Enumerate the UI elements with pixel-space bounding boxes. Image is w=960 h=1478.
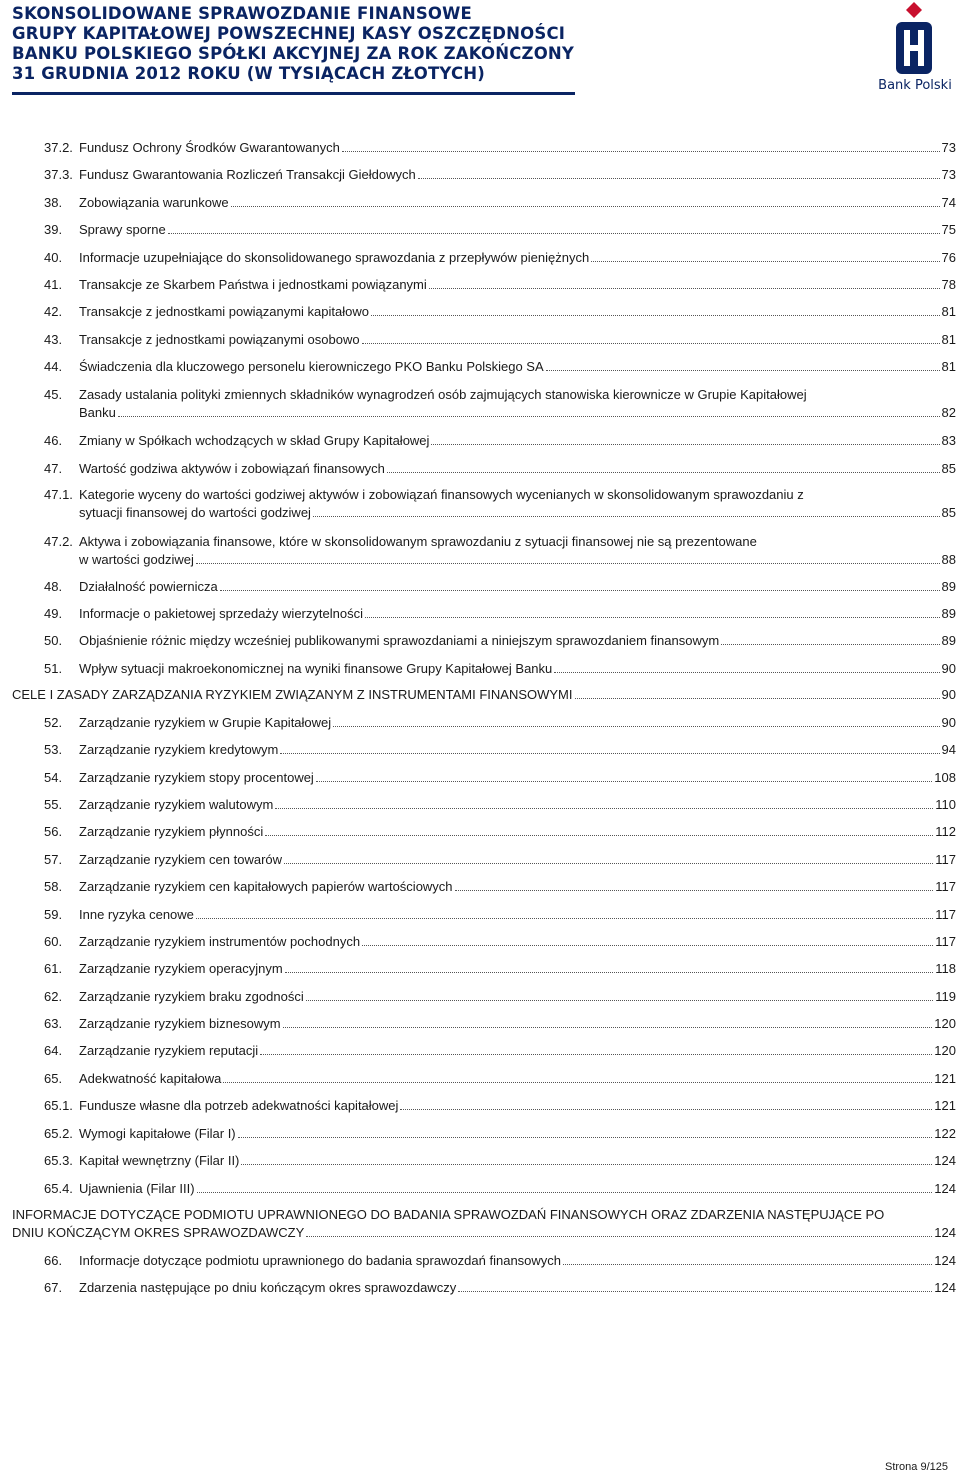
toc-dot-leader bbox=[285, 961, 934, 973]
toc-entry-number: 49. bbox=[44, 606, 63, 621]
toc-entry-title: Transakcje z jednostkami powiązanymi kapitałowo bbox=[79, 304, 369, 319]
toc-entry-number: 42. bbox=[44, 304, 63, 319]
toc-dot-leader bbox=[306, 989, 934, 1001]
toc-page-number: 120 bbox=[934, 1016, 956, 1031]
toc-page-number: 83 bbox=[941, 433, 956, 448]
toc-page-number: 124 bbox=[934, 1181, 956, 1196]
toc-dot-leader bbox=[458, 1280, 932, 1292]
toc-page-number: 76 bbox=[941, 250, 956, 265]
toc-dot-leader bbox=[118, 405, 940, 417]
toc-dot-leader bbox=[306, 1225, 932, 1237]
toc-entry-title: Informacje dotyczące podmiotu uprawnionego do badania sprawozdań finansowych bbox=[79, 1253, 562, 1268]
toc-dot-leader bbox=[275, 797, 933, 809]
toc-entry-title: Sprawy sporne bbox=[79, 222, 166, 237]
header-divider bbox=[12, 92, 575, 95]
toc-page-number: 110 bbox=[935, 797, 956, 812]
toc-entry-number: 39. bbox=[44, 222, 63, 237]
toc-entry-number: 65.3. bbox=[44, 1153, 73, 1168]
toc-page-number: 75 bbox=[941, 222, 956, 237]
toc-entry-number: 43. bbox=[44, 332, 63, 347]
toc-dot-leader bbox=[223, 1071, 932, 1083]
toc-entry-number: 44. bbox=[44, 359, 63, 374]
toc-page-number: 90 bbox=[941, 661, 956, 676]
toc-entry-number: 46. bbox=[44, 433, 63, 448]
toc-dot-leader bbox=[575, 687, 940, 699]
toc-dot-leader bbox=[365, 606, 940, 618]
toc-entry-title: Zarządzanie ryzykiem operacyjnym bbox=[79, 961, 283, 976]
toc-entry-title: Zobowiązania warunkowe bbox=[79, 195, 229, 210]
toc-page-number: 124 bbox=[934, 1253, 956, 1268]
toc-entry-title: Inne ryzyka cenowe bbox=[79, 907, 194, 922]
toc-entry-title: Zarządzanie ryzykiem biznesowym bbox=[79, 1016, 281, 1031]
toc-page-number: 112 bbox=[935, 824, 956, 839]
toc-page-number: 90 bbox=[941, 715, 956, 730]
toc-dot-leader bbox=[168, 222, 940, 234]
toc-entry-title: Wymogi kapitałowe (Filar I) bbox=[79, 1126, 236, 1141]
toc-dot-leader bbox=[284, 852, 933, 864]
toc-page-number: 78 bbox=[941, 277, 956, 292]
toc-page-number: 90 bbox=[941, 687, 956, 702]
toc-entry-title: Wpływ sytuacji makroekonomicznej na wyniki finansowe Grupy Kapitałowej Banku bbox=[79, 661, 553, 676]
toc-page-number: 81 bbox=[941, 332, 956, 347]
toc-entry-title: Kategorie wyceny do wartości godziwej aktywów i zobowiązań finansowych wycenianych w skonsolidowanym sprawozdaniu z bbox=[79, 487, 804, 502]
bank-name-logo-text: Bank Polski bbox=[878, 78, 952, 93]
toc-entry-title: Zarządzanie ryzykiem cen kapitałowych papierów wartościowych bbox=[79, 879, 453, 894]
toc-entry-number: 65.1. bbox=[44, 1098, 73, 1113]
toc-entry-number: 50. bbox=[44, 633, 63, 648]
toc-entry-title: Zarządzanie ryzykiem cen towarów bbox=[79, 852, 283, 867]
toc-entry-title: Zarządzanie ryzykiem reputacji bbox=[79, 1043, 259, 1058]
toc-entry-title: Zarządzanie ryzykiem kredytowym bbox=[79, 742, 279, 757]
toc-page-number: 122 bbox=[934, 1126, 956, 1141]
toc-entry-title: DNIU KOŃCZĄCYM OKRES SPRAWOZDAWCZY bbox=[12, 1225, 305, 1240]
toc-entry-number: 41. bbox=[44, 277, 63, 292]
toc-dot-leader bbox=[196, 552, 940, 564]
toc-dot-leader bbox=[429, 277, 940, 289]
toc-entry-number: 67. bbox=[44, 1280, 63, 1295]
toc-dot-leader bbox=[265, 824, 933, 836]
toc-page-number: 117 bbox=[935, 852, 956, 867]
toc-entry-number: 48. bbox=[44, 579, 63, 594]
toc-entry-number: 60. bbox=[44, 934, 63, 949]
toc-entry-number: 47.1. bbox=[44, 487, 73, 502]
toc-entry-title: Świadczenia dla kluczowego personelu kierowniczego PKO Banku Polskiego SA bbox=[79, 359, 544, 374]
toc-entry-number: 65. bbox=[44, 1071, 63, 1086]
toc-entry-title: INFORMACJE DOTYCZĄCE PODMIOTU UPRAWNIONEGO DO BADANIA SPRAWOZDAŃ FINANSOWYCH ORAZ ZDARZENIA NASTĘPUJĄCE PO bbox=[12, 1207, 885, 1222]
toc-entry-title: Banku bbox=[79, 405, 116, 420]
toc-page-number: 117 bbox=[935, 934, 956, 949]
toc-entry-number: 62. bbox=[44, 989, 63, 1004]
toc-dot-leader bbox=[400, 1098, 932, 1110]
toc-page-number: 121 bbox=[934, 1071, 956, 1086]
toc-entry-title: w wartości godziwej bbox=[79, 552, 194, 567]
toc-page-number: 89 bbox=[941, 633, 956, 648]
toc-entry-title: Ujawnienia (Filar III) bbox=[79, 1181, 195, 1196]
toc-entry-title: CELE I ZASADY ZARZĄDZANIA RYZYKIEM ZWIĄZANYM Z INSTRUMENTAMI FINANSOWYMI bbox=[12, 687, 573, 702]
toc-entry-title: Aktywa i zobowiązania finansowe, które w skonsolidowanym sprawozdaniu z sytuacji finansowej nie są prezentowane bbox=[79, 534, 757, 549]
toc-page-number: 89 bbox=[941, 579, 956, 594]
toc-entry-number: 64. bbox=[44, 1043, 63, 1058]
toc-dot-leader bbox=[280, 742, 939, 754]
toc-entry-title: Działalność powiernicza bbox=[79, 579, 218, 594]
toc-dot-leader bbox=[362, 332, 940, 344]
toc-dot-leader bbox=[362, 934, 933, 946]
page-header bbox=[0, 0, 960, 110]
toc-dot-leader bbox=[591, 250, 939, 262]
toc-page-number: 85 bbox=[941, 505, 956, 520]
toc-entry-number: 56. bbox=[44, 824, 63, 839]
toc-dot-leader bbox=[721, 633, 939, 645]
toc-dot-leader bbox=[197, 1181, 933, 1193]
toc-dot-leader bbox=[431, 433, 939, 445]
toc-entry-title: Zarządzanie ryzykiem instrumentów pochodnych bbox=[79, 934, 361, 949]
toc-entry-number: 63. bbox=[44, 1016, 63, 1031]
toc-entry-title: Kapitał wewnętrzny (Filar II) bbox=[79, 1153, 240, 1168]
toc-dot-leader bbox=[546, 359, 940, 371]
toc-entry-number: 37.2. bbox=[44, 140, 73, 155]
toc-page-number: 88 bbox=[941, 552, 956, 567]
toc-dot-leader bbox=[231, 195, 940, 207]
toc-page-number: 82 bbox=[941, 405, 956, 420]
toc-page-number: 81 bbox=[941, 304, 956, 319]
toc-dot-leader bbox=[554, 661, 939, 673]
page-number: Strona 9/125 bbox=[885, 1461, 948, 1473]
toc-page-number: 81 bbox=[941, 359, 956, 374]
toc-dot-leader bbox=[260, 1043, 932, 1055]
toc-page-number: 74 bbox=[941, 195, 956, 210]
toc-page-number: 73 bbox=[941, 140, 956, 155]
toc-entry-number: 65.2. bbox=[44, 1126, 73, 1141]
toc-page-number: 124 bbox=[934, 1225, 956, 1240]
toc-dot-leader bbox=[316, 770, 932, 782]
toc-entry-number: 52. bbox=[44, 715, 63, 730]
toc-page-number: 124 bbox=[934, 1280, 956, 1295]
toc-entry-number: 59. bbox=[44, 907, 63, 922]
toc-entry-title: Zarządzanie ryzykiem płynności bbox=[79, 824, 264, 839]
toc-entry-number: 53. bbox=[44, 742, 63, 757]
toc-page-number: 119 bbox=[935, 989, 956, 1004]
toc-page-number: 117 bbox=[935, 879, 956, 894]
toc-entry-number: 54. bbox=[44, 770, 63, 785]
toc-entry-number: 57. bbox=[44, 852, 63, 867]
toc-entry-title: Fundusz Ochrony Środków Gwarantowanych bbox=[79, 140, 340, 155]
report-title-line: SKONSOLIDOWANE SPRAWOZDANIE FINANSOWE bbox=[12, 4, 473, 23]
toc-page-number: 85 bbox=[941, 461, 956, 476]
toc-entry-title: Zmiany w Spółkach wchodzących w skład Grupy Kapitałowej bbox=[79, 433, 430, 448]
report-title bbox=[12, 4, 592, 84]
toc-entry-number: 61. bbox=[44, 961, 63, 976]
toc-entry-title: Informacje o pakietowej sprzedaży wierzytelności bbox=[79, 606, 363, 621]
toc-entry-title: Zarządzanie ryzykiem w Grupie Kapitałowej bbox=[79, 715, 332, 730]
report-title-line: 31 GRUDNIA 2012 ROKU (W TYSIĄCACH ZŁOTYCH) bbox=[12, 64, 486, 83]
toc-entry-title: Transakcje z jednostkami powiązanymi osobowo bbox=[79, 332, 360, 347]
toc-page-number: 73 bbox=[941, 167, 956, 182]
toc-entry-title: Zasady ustalania polityki zmiennych składników wynagrodzeń osób zajmujących stanowiska kierownicze w Grupie Kapitałowej bbox=[79, 387, 807, 402]
toc-entry-number: 47.2. bbox=[44, 534, 73, 549]
toc-dot-leader bbox=[333, 715, 939, 727]
toc-page-number: 124 bbox=[934, 1153, 956, 1168]
toc-dot-leader bbox=[342, 140, 940, 152]
toc-entry-number: 55. bbox=[44, 797, 63, 812]
toc-entry-number: 51. bbox=[44, 661, 63, 676]
toc-entry-title: Zarządzanie ryzykiem walutowym bbox=[79, 797, 274, 812]
toc-entry-title: Adekwatność kapitałowa bbox=[79, 1071, 222, 1086]
toc-page-number: 121 bbox=[934, 1098, 956, 1113]
toc-page-number: 108 bbox=[934, 770, 956, 785]
toc-dot-leader bbox=[418, 167, 940, 179]
toc-entry-title: Fundusze własne dla potrzeb adekwatności kapitałowej bbox=[79, 1098, 399, 1113]
toc-entry-number: 40. bbox=[44, 250, 63, 265]
toc-dot-leader bbox=[371, 304, 940, 316]
toc-dot-leader bbox=[220, 579, 940, 591]
toc-entry-number: 47. bbox=[44, 461, 63, 476]
toc-dot-leader bbox=[313, 505, 940, 517]
toc-dot-leader bbox=[283, 1016, 933, 1028]
toc-entry-title: Zdarzenia następujące po dniu kończącym okres sprawozdawczy bbox=[79, 1280, 457, 1295]
toc-dot-leader bbox=[241, 1153, 932, 1165]
report-title-line: GRUPY KAPITAŁOWEJ POWSZECHNEJ KASY OSZCZĘDNOŚCI bbox=[12, 24, 566, 43]
toc-dot-leader bbox=[387, 461, 940, 473]
toc-page-number: 117 bbox=[935, 907, 956, 922]
toc-page-number: 89 bbox=[941, 606, 956, 621]
toc-dot-leader bbox=[455, 879, 934, 891]
report-title-line: BANKU POLSKIEGO SPÓŁKI AKCYJNEJ ZA ROK ZAKOŃCZONY bbox=[12, 44, 575, 63]
toc-entry-title: Fundusz Gwarantowania Rozliczeń Transakcji Giełdowych bbox=[79, 167, 416, 182]
toc-entry-title: sytuacji finansowej do wartości godziwej bbox=[79, 505, 311, 520]
toc-dot-leader bbox=[238, 1126, 933, 1138]
toc-entry-number: 65.4. bbox=[44, 1181, 73, 1196]
toc-entry-number: 37.3. bbox=[44, 167, 73, 182]
toc-entry-number: 38. bbox=[44, 195, 63, 210]
toc-page-number: 118 bbox=[935, 961, 956, 976]
toc-entry-title: Informacje uzupełniające do skonsolidowanego sprawozdania z przepływów pieniężnych bbox=[79, 250, 590, 265]
toc-entry-title: Zarządzanie ryzykiem stopy procentowej bbox=[79, 770, 314, 785]
toc-entry-title: Zarządzanie ryzykiem braku zgodności bbox=[79, 989, 304, 1004]
toc-entry-number: 45. bbox=[44, 387, 63, 402]
toc-page-number: 94 bbox=[941, 742, 956, 757]
toc-entry-title: Wartość godziwa aktywów i zobowiązań finansowych bbox=[79, 461, 385, 476]
toc-entry-number: 58. bbox=[44, 879, 63, 894]
toc-dot-leader bbox=[563, 1253, 932, 1265]
toc-entry-title: Objaśnienie różnic między wcześniej publikowanymi sprawozdaniami a niniejszym sprawozdaniem finansowym bbox=[79, 633, 720, 648]
toc-dot-leader bbox=[196, 907, 933, 919]
toc-entry-number: 66. bbox=[44, 1253, 63, 1268]
toc-page-number: 120 bbox=[934, 1043, 956, 1058]
toc-entry-title: Transakcje ze Skarbem Państwa i jednostkami powiązanymi bbox=[79, 277, 427, 292]
